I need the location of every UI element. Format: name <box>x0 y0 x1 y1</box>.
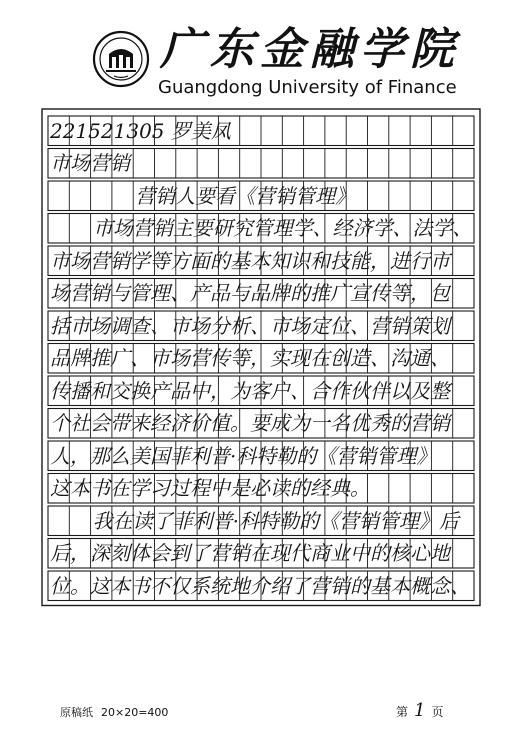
handwritten-line: 市场营销学等方面的基本知识和技能，进行市 <box>50 248 450 273</box>
handwritten-line: 品牌推广、市场营传等，实现在创造、沟通、 <box>50 346 450 371</box>
handwritten-line: 我在读了菲利普·科特勒的《营销管理》后 <box>92 508 459 533</box>
school-name-english: Guangdong University of Finance <box>158 77 457 98</box>
handwritten-line: 市场营销主要研究管理学、经济学、法学、 <box>92 216 472 241</box>
handwritten-line: 人，那么美国菲利普·科特勒的《营销管理》 <box>50 443 437 468</box>
handwritten-line: 位。这本书不仅系统地介绍了营销的基本概念、 <box>50 573 470 598</box>
page-suffix: 页 <box>431 705 444 719</box>
handwritten-line: 这本书在学习过程中是必读的经典。 <box>50 476 370 501</box>
handwritten-line: 个社会带来经济价值。要成为一名优秀的营销 <box>50 411 450 436</box>
paper-spec: 20×20=400 <box>101 706 169 719</box>
page-number: 1 <box>414 700 426 721</box>
paper-label: 原稿纸 <box>60 706 93 719</box>
handwritten-line: 221521305 罗美凤 <box>50 118 231 143</box>
handwritten-line: 场营销与管理、产品与品牌的推广宣传等，包 <box>50 281 450 306</box>
page-indicator <box>396 700 443 721</box>
handwritten-line: 传播和交换产品中，为客户、合作伙伴以及整 <box>50 378 450 403</box>
handwritten-line: 后，深刻体会到了营销在现代商业中的核心地 <box>50 541 450 566</box>
handwritten-line: 营销人要看《营销管理》 <box>135 183 356 208</box>
handwritten-line: 市场营销 <box>50 151 130 176</box>
paper-spec-label <box>60 704 168 720</box>
page-prefix: 第 <box>396 705 409 719</box>
handwritten-line: 括市场调查、市场分析、市场定位、营销策划 <box>50 313 450 338</box>
school-name-chinese: 广东金融学院 <box>160 24 460 75</box>
